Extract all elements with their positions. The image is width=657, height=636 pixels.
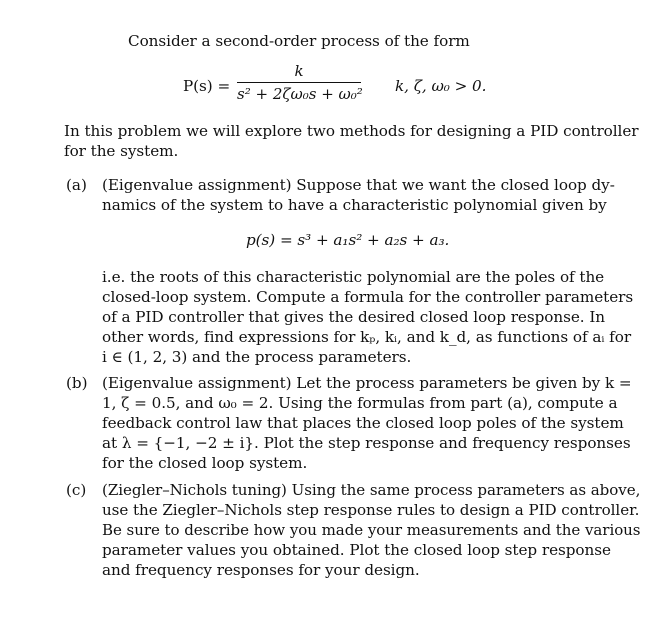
transfer-function-denominator: s² + 2ζω₀s + ω₀²	[237, 85, 363, 103]
part-b-label: (b)	[66, 374, 88, 392]
part-b-line-5: for the closed loop system.	[102, 454, 308, 472]
part-b-line-1: (Eigenvalue assignment) Let the process parameters be given by k =	[102, 374, 632, 392]
part-a-line-7: i ∈ (1, 2, 3) and the process parameters.	[102, 348, 412, 366]
part-a-line-6: other words, find expressions for kₚ, kᵢ, and k_d, as functions of aᵢ for	[102, 328, 632, 346]
part-c-line-5: and frequency responses for your design.	[102, 561, 420, 579]
transfer-function-numerator: k	[294, 62, 304, 80]
part-b-line-3: feedback control law that places the closed loop poles of the system	[102, 414, 624, 432]
characteristic-polynomial: p(s) = s³ + a₁s² + a₂s + a₃.	[246, 231, 450, 249]
part-a-line-4: closed-loop system. Compute a formula for the controller parameters	[102, 288, 634, 306]
part-c-label: (c)	[66, 481, 87, 499]
part-a-line-1: (Eigenvalue assignment) Suppose that we want the closed loop dy-	[102, 176, 615, 194]
transfer-function-lhs: P(s) =	[183, 77, 231, 95]
part-a-line-5: of a PID controller that gives the desired closed loop response. In	[102, 308, 606, 326]
part-a-label: (a)	[66, 176, 87, 194]
problem-statement-line-2: for the system.	[64, 142, 179, 160]
fraction-bar	[237, 82, 361, 83]
part-b-line-2: 1, ζ = 0.5, and ω₀ = 2. Using the formulas from part (a), compute a	[102, 394, 618, 412]
part-a-line-2: namics of the system to have a characteristic polynomial given by	[102, 196, 607, 214]
part-c-line-3: Be sure to describe how you made your measurements and the various	[102, 521, 641, 539]
parameter-condition: k, ζ, ω₀ > 0.	[395, 77, 487, 95]
transfer-function-fraction	[237, 62, 361, 103]
part-c-line-4: parameter values you obtained. Plot the closed loop step response	[102, 541, 611, 559]
part-b-line-4: at λ = {−1, −2 ± i}. Plot the step response and frequency responses	[102, 434, 631, 452]
problem-statement-line-1: In this problem we will explore two methods for designing a PID controller	[64, 122, 639, 140]
part-a-line-3: i.e. the roots of this characteristic polynomial are the poles of the	[102, 268, 605, 286]
part-c-line-1: (Ziegler–Nichols tuning) Using the same process parameters as above,	[102, 481, 641, 499]
intro-text: Consider a second-order process of the form	[128, 32, 470, 50]
part-c-line-2: use the Ziegler–Nichols step response rules to design a PID controller.	[102, 501, 640, 519]
